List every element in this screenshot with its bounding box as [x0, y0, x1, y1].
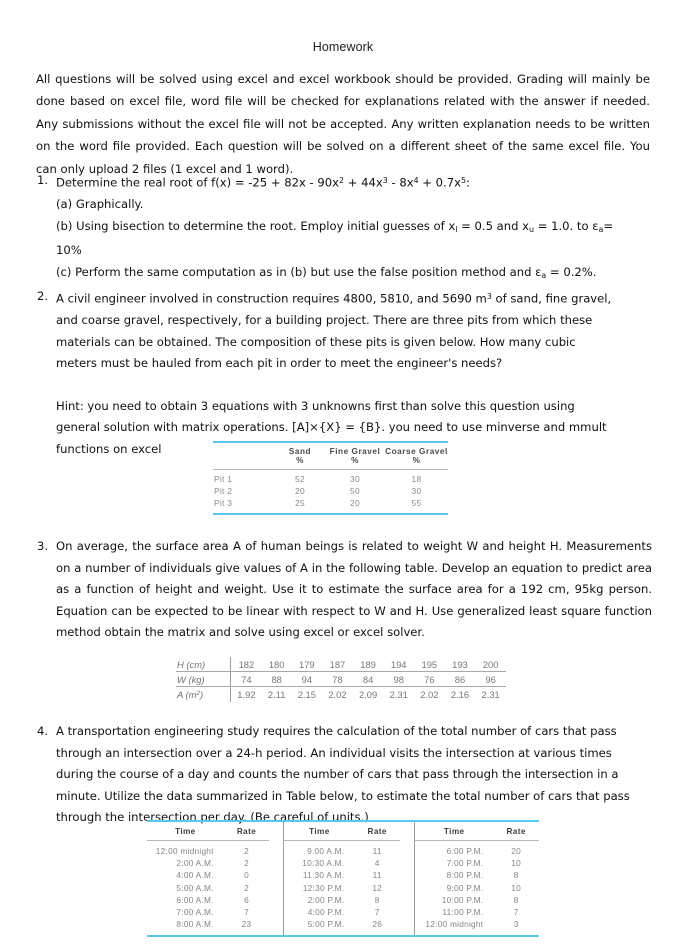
hwa-cell: 2.31 — [389, 688, 408, 700]
traffic-cell-rate: 7 — [374, 906, 380, 917]
q1-poly-end: : — [465, 175, 470, 190]
traffic-cell-gap — [400, 869, 415, 881]
traffic-cell-gap — [269, 894, 284, 906]
traffic-cell-gap — [400, 881, 415, 893]
traffic-cell-rate: 11 — [372, 870, 382, 881]
q1-poly-part-4: + 0.7x — [418, 175, 461, 190]
traffic-cell-rate: 0 — [244, 870, 249, 881]
traffic-cell-rate: 6 — [244, 894, 249, 905]
traffic-cell-gap — [400, 841, 415, 858]
traffic-cell-rate: 2 — [244, 882, 249, 893]
question-3-number: 3. — [36, 539, 48, 553]
question-1-part-c — [56, 262, 652, 287]
traffic-cell-time: 5:00 A.M. — [176, 882, 214, 893]
hwa-cell: 194 — [383, 657, 414, 672]
table-row — [213, 497, 448, 514]
hwa-cell: 193 — [445, 657, 476, 672]
table-row — [147, 881, 539, 893]
q1-exponent-3: 3 — [382, 176, 388, 185]
table-row — [176, 657, 506, 672]
traffic-cell-rate: 8 — [374, 894, 380, 905]
table-row — [147, 894, 539, 906]
traffic-cell-rate: 10 — [511, 858, 522, 869]
pit-row-label: Pit 3 — [214, 497, 233, 508]
table-row — [147, 841, 539, 858]
hwa-unit-close: ) — [200, 688, 204, 700]
traffic-cell-rate: 26 — [372, 919, 383, 930]
traffic-cell-gap — [269, 841, 284, 858]
question-2-body — [56, 286, 616, 460]
pit-unit-sand: % — [275, 456, 325, 470]
hwa-row-label-weight — [176, 672, 231, 687]
question-4-number: 4. — [36, 724, 48, 738]
traffic-cell-rate: 7 — [244, 906, 249, 917]
pit-row-label: Pit 2 — [214, 485, 233, 496]
traffic-cell-gap — [269, 918, 284, 936]
traffic-cell-gap — [269, 857, 284, 869]
traffic-cell-rate: 2 — [244, 846, 249, 856]
traffic-cell-time: 9:00 P.M. — [415, 881, 494, 893]
q1-exponent-4: 4 — [413, 176, 419, 185]
question-1-statement — [56, 170, 652, 194]
traffic-cell-gap — [400, 857, 415, 869]
q2-text-1: A civil engineer involved in construction requires 4800, 5810, and 5690 m — [56, 291, 487, 306]
hwa-cell: 2.09 — [358, 688, 378, 700]
q1b-text-3: = 1.0. to ε — [534, 218, 599, 233]
hwa-cell: 2.02 — [420, 688, 439, 700]
traffic-cell-rate: 8 — [513, 870, 519, 881]
traffic-cell-time: 12:30 P.M. — [284, 881, 355, 893]
q2-text-2: of sand, fine gravel, and coarse gravel, respectively, for a building project. There are three pits from which these materials can be obtained. The composition of these pits is given below. How many cubic meters must be hauled from each pit in order to meet the engineer's needs? — [56, 291, 612, 371]
hwa-cell: 182 — [231, 657, 262, 672]
q1b-sub-lower: l — [455, 224, 458, 234]
traffic-cell-rate: 23 — [241, 919, 252, 930]
intro-paragraph: All questions will be solved using excel and excel workbook should be provided. Grading will mainly be done based on excel file, word file will be checked for explanations related with the answer if needed. Any submissions without the excel file will not be accepted. Any written explanation needs to be written on the word file provided. Each question will be solved on a different sheet of the same excel file. You can only upload 2 files (1 excel and 1 word). — [36, 72, 650, 176]
table-row — [147, 857, 539, 869]
traffic-cell-rate: 4 — [374, 858, 380, 869]
hwa-cell: 187 — [322, 657, 353, 672]
hwa-cell: 98 — [383, 672, 414, 687]
pit-row-label: Pit 1 — [214, 474, 233, 484]
q1-poly-part-1: Determine the real root of f(x) = -25 + 82x - 90x — [56, 175, 340, 190]
pit-cell-fine: 30 — [350, 474, 360, 484]
question-3 — [36, 536, 652, 644]
hwa-cell: 2.16 — [450, 688, 470, 700]
hwa-cell: 2.31 — [481, 688, 500, 700]
hwa-label-w: W — [177, 673, 186, 685]
traffic-cell-gap — [269, 906, 284, 918]
traffic-cell-gap — [400, 894, 415, 906]
question-2-hint: Hint: you need to obtain 3 equations with 3 unknowns first than solve this question using general solution with matrix operations. [A]×{X} = {B}. you need to use minverse and mmult functions on excel — [56, 398, 607, 456]
hwa-cell: 86 — [445, 672, 476, 687]
traffic-cell-time: 12:00 midnight — [415, 918, 494, 936]
hwa-cell: 2.02 — [328, 688, 347, 700]
table-row — [176, 672, 506, 687]
pit-cell-coarse: 30 — [411, 485, 422, 496]
pit-cell-fine: 50 — [350, 485, 360, 496]
hwa-cell: 200 — [475, 657, 506, 672]
traffic-rate-table — [147, 820, 539, 937]
pit-table-unit-row — [213, 456, 448, 470]
traffic-cell-rate: 2 — [244, 858, 249, 869]
traffic-cell-time: 8:00 A.M. — [176, 919, 214, 930]
question-4-body: A transportation engineering study requires the calculation of the total number of cars that pass through an intersection over a 24-h period. An individual visits the intersection at various times during the course of a day and counts the number of cars that pass through the intersection in a minute. Utilize the data summarized in Table below, to estimate the total number of cars that pass through the intersection per day. (Be careful of units.) — [56, 724, 630, 824]
traffic-cell-time: 11:00 P.M. — [415, 906, 494, 918]
traffic-cell-time: 6:00 P.M. — [415, 841, 494, 858]
traffic-cell-time: 7:00 A.M. — [176, 906, 214, 917]
hwa-cell: 180 — [262, 657, 292, 672]
traffic-header-gap-2 — [400, 821, 415, 841]
hwa-cell: 179 — [292, 657, 323, 672]
q1-poly-part-3: - 8x — [387, 175, 414, 190]
height-weight-area-table — [176, 657, 506, 702]
hwa-unit-m: (m — [185, 688, 197, 700]
table-row — [147, 906, 539, 918]
hwa-cell: 88 — [262, 672, 292, 687]
traffic-header-time-1: Time — [147, 821, 224, 841]
traffic-cell-rate: 3 — [513, 919, 519, 930]
traffic-header-rate-1: Rate — [224, 821, 270, 841]
traffic-cell-rate: 8 — [513, 894, 519, 905]
traffic-cell-time: 4:00 P.M. — [284, 906, 355, 918]
page-title: Homework — [312, 40, 374, 54]
hwa-cell: 94 — [292, 672, 323, 687]
pit-unit-blank — [213, 456, 275, 470]
traffic-cell-gap — [269, 881, 284, 893]
hwa-unit-cm: (cm) — [186, 658, 206, 670]
hwa-unit-squared: 2 — [196, 690, 200, 698]
q1b-sub-a: a — [598, 224, 604, 234]
hwa-cell: 2.11 — [267, 688, 286, 700]
traffic-cell-time: 6:00 A.M. — [176, 894, 214, 905]
pit-unit-coarse-gravel: % — [385, 456, 448, 470]
table-row — [147, 918, 539, 936]
traffic-cell-rate: 10 — [511, 882, 522, 893]
traffic-cell-gap — [269, 869, 284, 881]
traffic-cell-time: 8:00 P.M. — [415, 869, 494, 881]
traffic-header-gap-1 — [269, 821, 284, 841]
pit-header-coarse-gravel: Coarse Gravel — [385, 447, 448, 456]
hwa-cell: 1.92 — [237, 688, 256, 700]
question-1-number: 1. — [36, 173, 48, 187]
question-1-part-b — [56, 216, 652, 241]
traffic-cell-rate: 11 — [372, 846, 382, 856]
pit-header-fine-gravel: Fine Gravel — [329, 447, 381, 456]
hwa-cell: 189 — [353, 657, 384, 672]
pit-cell-sand: 52 — [295, 474, 305, 484]
hwa-label-h: H — [177, 658, 184, 670]
traffic-header-time-3: Time — [415, 821, 494, 841]
traffic-cell-time: 7:00 P.M. — [415, 857, 494, 869]
traffic-cell-time: 4:00 A.M. — [176, 870, 214, 881]
pit-cell-coarse: 55 — [411, 497, 422, 508]
q1b-sub-upper: u — [529, 224, 535, 234]
pit-unit-fine-gravel: % — [325, 456, 385, 470]
q1c-text-2: = 0.2%. — [546, 264, 597, 279]
question-4 — [36, 721, 630, 829]
pit-composition-table — [213, 441, 448, 515]
traffic-header-row — [147, 821, 539, 841]
q1b-text-2: = 0.5 and x — [457, 218, 530, 233]
question-1-body — [56, 170, 652, 286]
pit-table-header-row — [213, 442, 448, 456]
traffic-cell-time: 2:00 P.M. — [284, 894, 355, 906]
traffic-cell-gap — [400, 918, 415, 936]
traffic-cell-rate: 7 — [513, 906, 519, 917]
hwa-row-label-height — [176, 657, 231, 672]
question-1 — [36, 170, 652, 286]
table-row — [147, 869, 539, 881]
traffic-cell-time: 10:30 A.M. — [284, 857, 355, 869]
traffic-cell-time: 11:30 A.M. — [284, 869, 355, 881]
q1-exponent-2: 2 — [339, 176, 345, 185]
hwa-cell: 84 — [353, 672, 384, 687]
table-row — [213, 470, 448, 485]
traffic-cell-gap — [400, 906, 415, 918]
traffic-cell-time: 10:00 P.M. — [415, 894, 494, 906]
hwa-unit-kg: (kg) — [188, 673, 205, 685]
question-1-part-a: (a) Graphically. — [56, 197, 144, 212]
hwa-cell: 195 — [414, 657, 445, 672]
traffic-cell-time: 5:00 P.M. — [284, 918, 355, 936]
traffic-cell-rate: 12 — [372, 882, 383, 893]
question-3-body: On average, the surface area A of human beings is related to weight W and height H. Measurements on a number of individuals give values of A in the following table. Develop an equation to predict area as a function of height and weight. Use it to estimate the surface area for a 192 cm, 95kg person. Equation can be expected to be linear with respect to W and H. Use generalized least square function method obtain the matrix and solve using excel or excel solver. — [56, 539, 652, 639]
q1c-sub-a: a — [541, 270, 547, 280]
pit-header-blank — [213, 442, 275, 456]
q1-poly-part-2: + 44x — [344, 175, 383, 190]
hwa-row-label-area — [176, 687, 231, 702]
question-2-number: 2. — [36, 289, 48, 303]
hwa-cell: 96 — [475, 672, 506, 687]
q1b-text-4: = — [603, 218, 614, 233]
q1-exponent-5: 5 — [460, 176, 466, 185]
traffic-header-time-2: Time — [284, 821, 355, 841]
hwa-cell: 78 — [322, 672, 353, 687]
pit-cell-fine: 20 — [350, 497, 360, 508]
pit-cell-sand: 20 — [295, 485, 305, 496]
q1b-text-1: (b) Using bisection to determine the root. Employ initial guesses of x — [56, 218, 456, 233]
traffic-cell-rate: 20 — [511, 846, 522, 856]
traffic-header-rate-3: Rate — [493, 821, 539, 841]
traffic-header-rate-2: Rate — [354, 821, 400, 841]
table-row — [213, 485, 448, 497]
question-1-part-b-tolerance: 10% — [56, 243, 82, 258]
hwa-cell: 2.15 — [297, 688, 316, 700]
traffic-cell-time: 9:00 A.M. — [284, 841, 355, 858]
question-2 — [36, 286, 616, 460]
traffic-cell-time: 2:00 A.M. — [176, 858, 214, 869]
q2-cubic-exponent: 3 — [486, 292, 492, 301]
q1c-text-1: (c) Perform the same computation as in (b) but use the false position method and ε — [56, 264, 542, 279]
traffic-cell-time: 12:00 midnight — [155, 846, 214, 856]
hwa-label-a: A — [177, 688, 183, 700]
pit-header-sand: Sand — [288, 447, 312, 456]
table-row — [176, 687, 506, 702]
pit-cell-coarse: 18 — [411, 474, 422, 484]
hwa-cell: 74 — [231, 672, 262, 687]
hwa-cell: 76 — [414, 672, 445, 687]
pit-cell-sand: 25 — [295, 497, 305, 508]
